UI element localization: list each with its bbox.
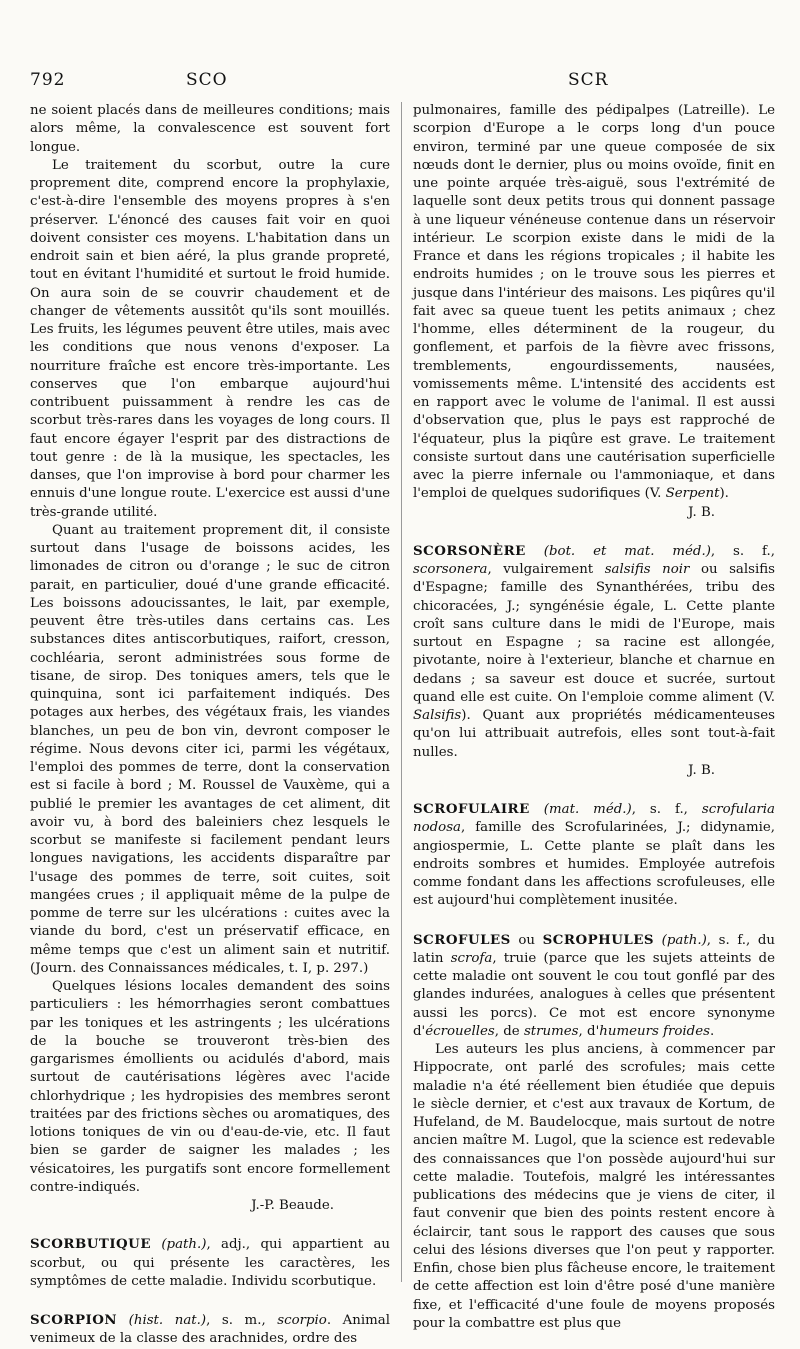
paragraph: Les auteurs les plus anciens, à commencer par Hippocrate, ont parlé des scrofules; mais cette maladie n'a été réellement bien étudiée que depuis le siècle dernier, et c'est aux travaux de Kortum, de Hufeland, de M. Baudelocque, mais surtout de notre ancien maître M. Lugol, que la science est redevable des connaissances que l'on possède aujourd'hui sur cette maladie. Toutefois, malgré les intéressantes publications des médecins que je viens de citer, il faut convenir que bien des points restent encore à éclaircir, tant sous le rapport des causes que sous celui des lésions diverses que l'on peut y rapporter. Enfin, chose bien plus fâcheuse encore, le traitement de cette affection est loin d'être posé d'une manière fixe, et l'efficacité d'une foule de moyens proposés pour la combattre est plus que [413,1042,775,1331]
latin-name: scrofa [450,950,493,966]
subject-tag: (hist. nat.) [128,1313,207,1328]
right-column [413,102,776,1331]
page-number: 792 [30,70,66,90]
synonym: humeurs froides [599,1023,710,1039]
entry-scorpion-continued: pulmonaires, famille des pédipalpes (Latreille). Le scorpion d'Europe a le corps long d'un pouce environ, terminé par une queue composée de six nœuds dont le dernier, plus ou moins ovoïde, finit en une pointe arquée très-aiguë, sous l'extrémité de laquelle sont deux petits trous qui donnent passage à une liqueur vénéneuse contenue dans un réservoir intérieur. Le scorpion existe dans le midi de la France et dans les régions tropicales ; il habite les endroits humides ; on le trouve sous les pierres et jusque dans l'intérieur des maisons. Les piqûres qu'il fait avec sa queue tuent les petits animaux ; chez l'homme, elles déterminent de la rougeur, du gonflement, et parfois de la fièvre avec frissons, tremblements, engourdissements, nausées, vomissements même. L'intensité des accidents est en rapport avec le volume de l'animal. Il est aussi d'observation que, plus le pays est rapproché de l'équateur, plus la piqûre est grave. Le traitement consiste surtout dans une cautérisation superficielle avec la pierre infernale ou l'ammoniaque, et dans l'emploi de quelques sudorifiques (V. Serpent). [413,103,775,502]
right-guide-word: SCR [568,70,609,90]
author-signature: J. B. [688,504,715,520]
entry-text: , s. f., du latin [413,932,775,966]
entry-scrofulaire [413,800,775,911]
column-divider [401,102,402,1282]
left-column [30,102,391,1347]
headword: SCORSONÈRE [413,542,526,559]
entry-text: , s. f., [710,543,775,559]
latin-name: scrofularia nodosa [413,802,775,836]
entry-text: . Animal venimeux de la classe des arachnides, ordre des [30,1313,391,1347]
latin-name: scorsonera [413,562,488,577]
entry-text: , vulgairement [487,562,605,577]
headword: SCROFULAIRE [413,801,530,817]
entry-text: , de [494,1023,524,1039]
entry-text: , d' [578,1023,600,1039]
entry-text: , s. m., [206,1313,278,1328]
entry-text: pulmonaires, famille des pédipalpes (Latreille). Le scorpion d'Europe a le corps long d'un pouce environ, terminé par une queue composée de six nœuds dont le dernier, plus ou moins ovoïde, finit en une pointe arquée très-aiguë, sous l'extrémité de laquelle sont deux petits trous qui donnent passage à une liqueur vénéneuse contenue dans un réservoir intérieur. Le scorpion existe dans le midi de la France et dans les régions tropicales ; il habite les endroits humides ; on le trouve sous les pierres et jusque dans l'intérieur des maisons. Les piqûres qu'il fait avec sa queue tuent les petits animaux ; chez l'homme, elles déterminent de la rougeur, du gonflement, et parfois de la fièvre avec frissons, tremblements, engourdissements, nausées, vomissements même. L'intensité des accidents est en rapport avec le volume de l'animal. Il est aussi d'observation que, plus le pays est rapproché de l'équateur, plus la piqûre est grave. Le traitement consiste surtout dans une cautérisation superficielle avec la pierre infernale ou l'ammoniaque, et dans l'emploi de quelques sudorifiques (V. [413,103,775,502]
headword: SCROFULES [413,931,511,948]
headword-variant: SCROPHULES [542,931,655,948]
entry-text: ). Quant aux propriétés médicamenteuses qu'on lui attribuait autrefois, elles sont tout-à-fait nulles. [413,708,775,760]
subject-tag: (bot. et mat. méd.) [543,543,711,559]
author-signature: J.-P. Beaude. [251,1198,334,1213]
synonym: écrouelles [425,1023,495,1039]
entry-scrofules [413,931,775,1042]
paragraph: Le traitement du scorbut, outre la cure proprement dite, comprend encore la prophylaxie, c'est-à-dire l'ensemble des moyens propres à s'en préserver. L'énoncé des causes fait voir en quoi doivent consister ces moyens. L'habitation dans un endroit sain et bien aéré, la plus grande propreté, tout en évitant l'humidité et surtout le froid humide. On aura soin de se couvrir chaudement et de changer de vêtements aussitôt qu'ils sont mouillés. Les fruits, les légumes peuvent être utiles, mais avec les conditions que nous venons d'exposer. La nourriture fraîche est encore très-importante. Les conserves que l'on embarque aujourd'hui contribuent puissamment à rendre les cas de scorbut très-rares dans les voyages de long cours. Il faut encore égayer l'esprit par des distractions de tout genre : de là la musique, les spectacles, les danses, que l'on improvise à bord pour charmer les ennuis d'une longue route. L'exercice est aussi d'une très-grande utilité. [30,157,390,520]
left-guide-word: SCO [186,70,228,90]
entry-text: . [709,1023,715,1039]
entry-scorsonere [413,542,775,762]
paragraph: Quelques lésions locales demandent des soins particuliers : les hémorrhagies seront combattues par les toniques et les astringents ; les ulcérations de la bouche se trouveront très-bien des gargarismes émollients ou acidulés d'abord, mais surtout de cautérisations légères avec l'acide chlorhydrique ; les hydropisies des membres seront traitées par des frictions sèches ou aromatiques, des lotions toniques de vin ou d'eau-de-vie, etc. Il faut bien se garder de saigner les malades ; les vésicatoires, les purgatifs sont encore formellement contre-indiqués. [30,979,390,1195]
cross-reference: Serpent [665,486,720,502]
vulgar-name: salsifis noir [604,562,690,577]
author-signature: J. B. [688,762,715,778]
entry-text: ou salsifis d'Espagne; famille des Synanthérées, tribu des chicoracées, J.; syngénésie égale, L. Cette plante croît sans culture dans le midi de l'Europe, mais surtout en Espagne ; sa racine est allongée, pivotante, noire à l'exterieur, blanche et charnue en dedans ; sa saveur est douce et sucrée, surtout quand elle est cuite. On l'emploie comme aliment (V. [413,562,776,705]
latin-name: scorpio [277,1313,327,1328]
running-header [0,70,800,98]
subject-tag: (path.) [661,932,707,948]
entry-scorpion [30,1311,390,1349]
entry-scorbutique [30,1235,390,1291]
cross-reference: Salsifis [413,708,462,723]
paragraph: ne soient placés dans de meilleures conditions; mais alors même, la convalescence est souvent fort longue. [30,103,390,155]
subject-tag: (path.) [161,1237,207,1253]
subject-tag: (mat. méd.) [543,802,632,817]
entry-text: , truie (parce que les sujets atteints de cette maladie ont souvent le cou tout gonflé par des glandes indurées, analogues à celles que présentent aussi les porcs). Ce mot est encore synonyme d' [413,950,775,1039]
entry-text: , famille des Scrofularinées, J.; didynamie, angiospermie, L. Cette plante se plaît dans les endroits sombres et humides. Employée autrefois comme fondant dans les affections scrofuleuses, elle est aujourd'hui complètement inusitée. [413,820,775,909]
entry-text: , adj., qui appartient au scorbut, ou qui présente les caractères, les symptômes de cette maladie. Individu scorbutique. [30,1237,390,1289]
entry-text: ou [510,932,543,948]
headword: SCORBUTIQUE [30,1236,151,1253]
paragraph: Quant au traitement proprement dit, il consiste surtout dans l'usage de boissons acides, les limonades de citron ou d'orange ; le suc de citron parait, en particulier, doué d'une grande efficacité. Les boissons adoucissantes, le lait, par exemple, peuvent être très-utiles dans certains cas. Les substances dites antiscorbutiques, raifort, cresson, cochléaria, seront administrées sous forme de tisane, de sirop. Des toniques amers, tels que le quinquina, sont ici parfaitement indiqués. Des potages aux herbes, des végétaux frais, les viandes blanches, un peu de bon vin, devront composer le régime. Nous devons citer ici, parmi les végétaux, l'emploi des pommes de terre, dont la conservation est si facile à bord ; M. Roussel de Vauxème, qui a publié le premier les avantages de cet aliment, dit avoir vu, à bord des baleiniers chez lesquels le scorbut se manifeste si facilement pendant leurs longues navigations, les accidents disparaître par l'usage des pommes de terre, soit cuites, soit mangées crues ; il appliquait même de la pulpe de pomme de terre sur les ulcérations : cuites avec la viande du bord, c'est un préservatif efficace, en même temps que c'est un aliment sain et nutritif. (Journ. des Connaissances médicales, t. I, p. 297.) [30,522,390,976]
synonym: strumes [523,1023,579,1039]
entry-text: , s. f., [631,802,702,817]
headword: SCORPION [30,1312,118,1328]
